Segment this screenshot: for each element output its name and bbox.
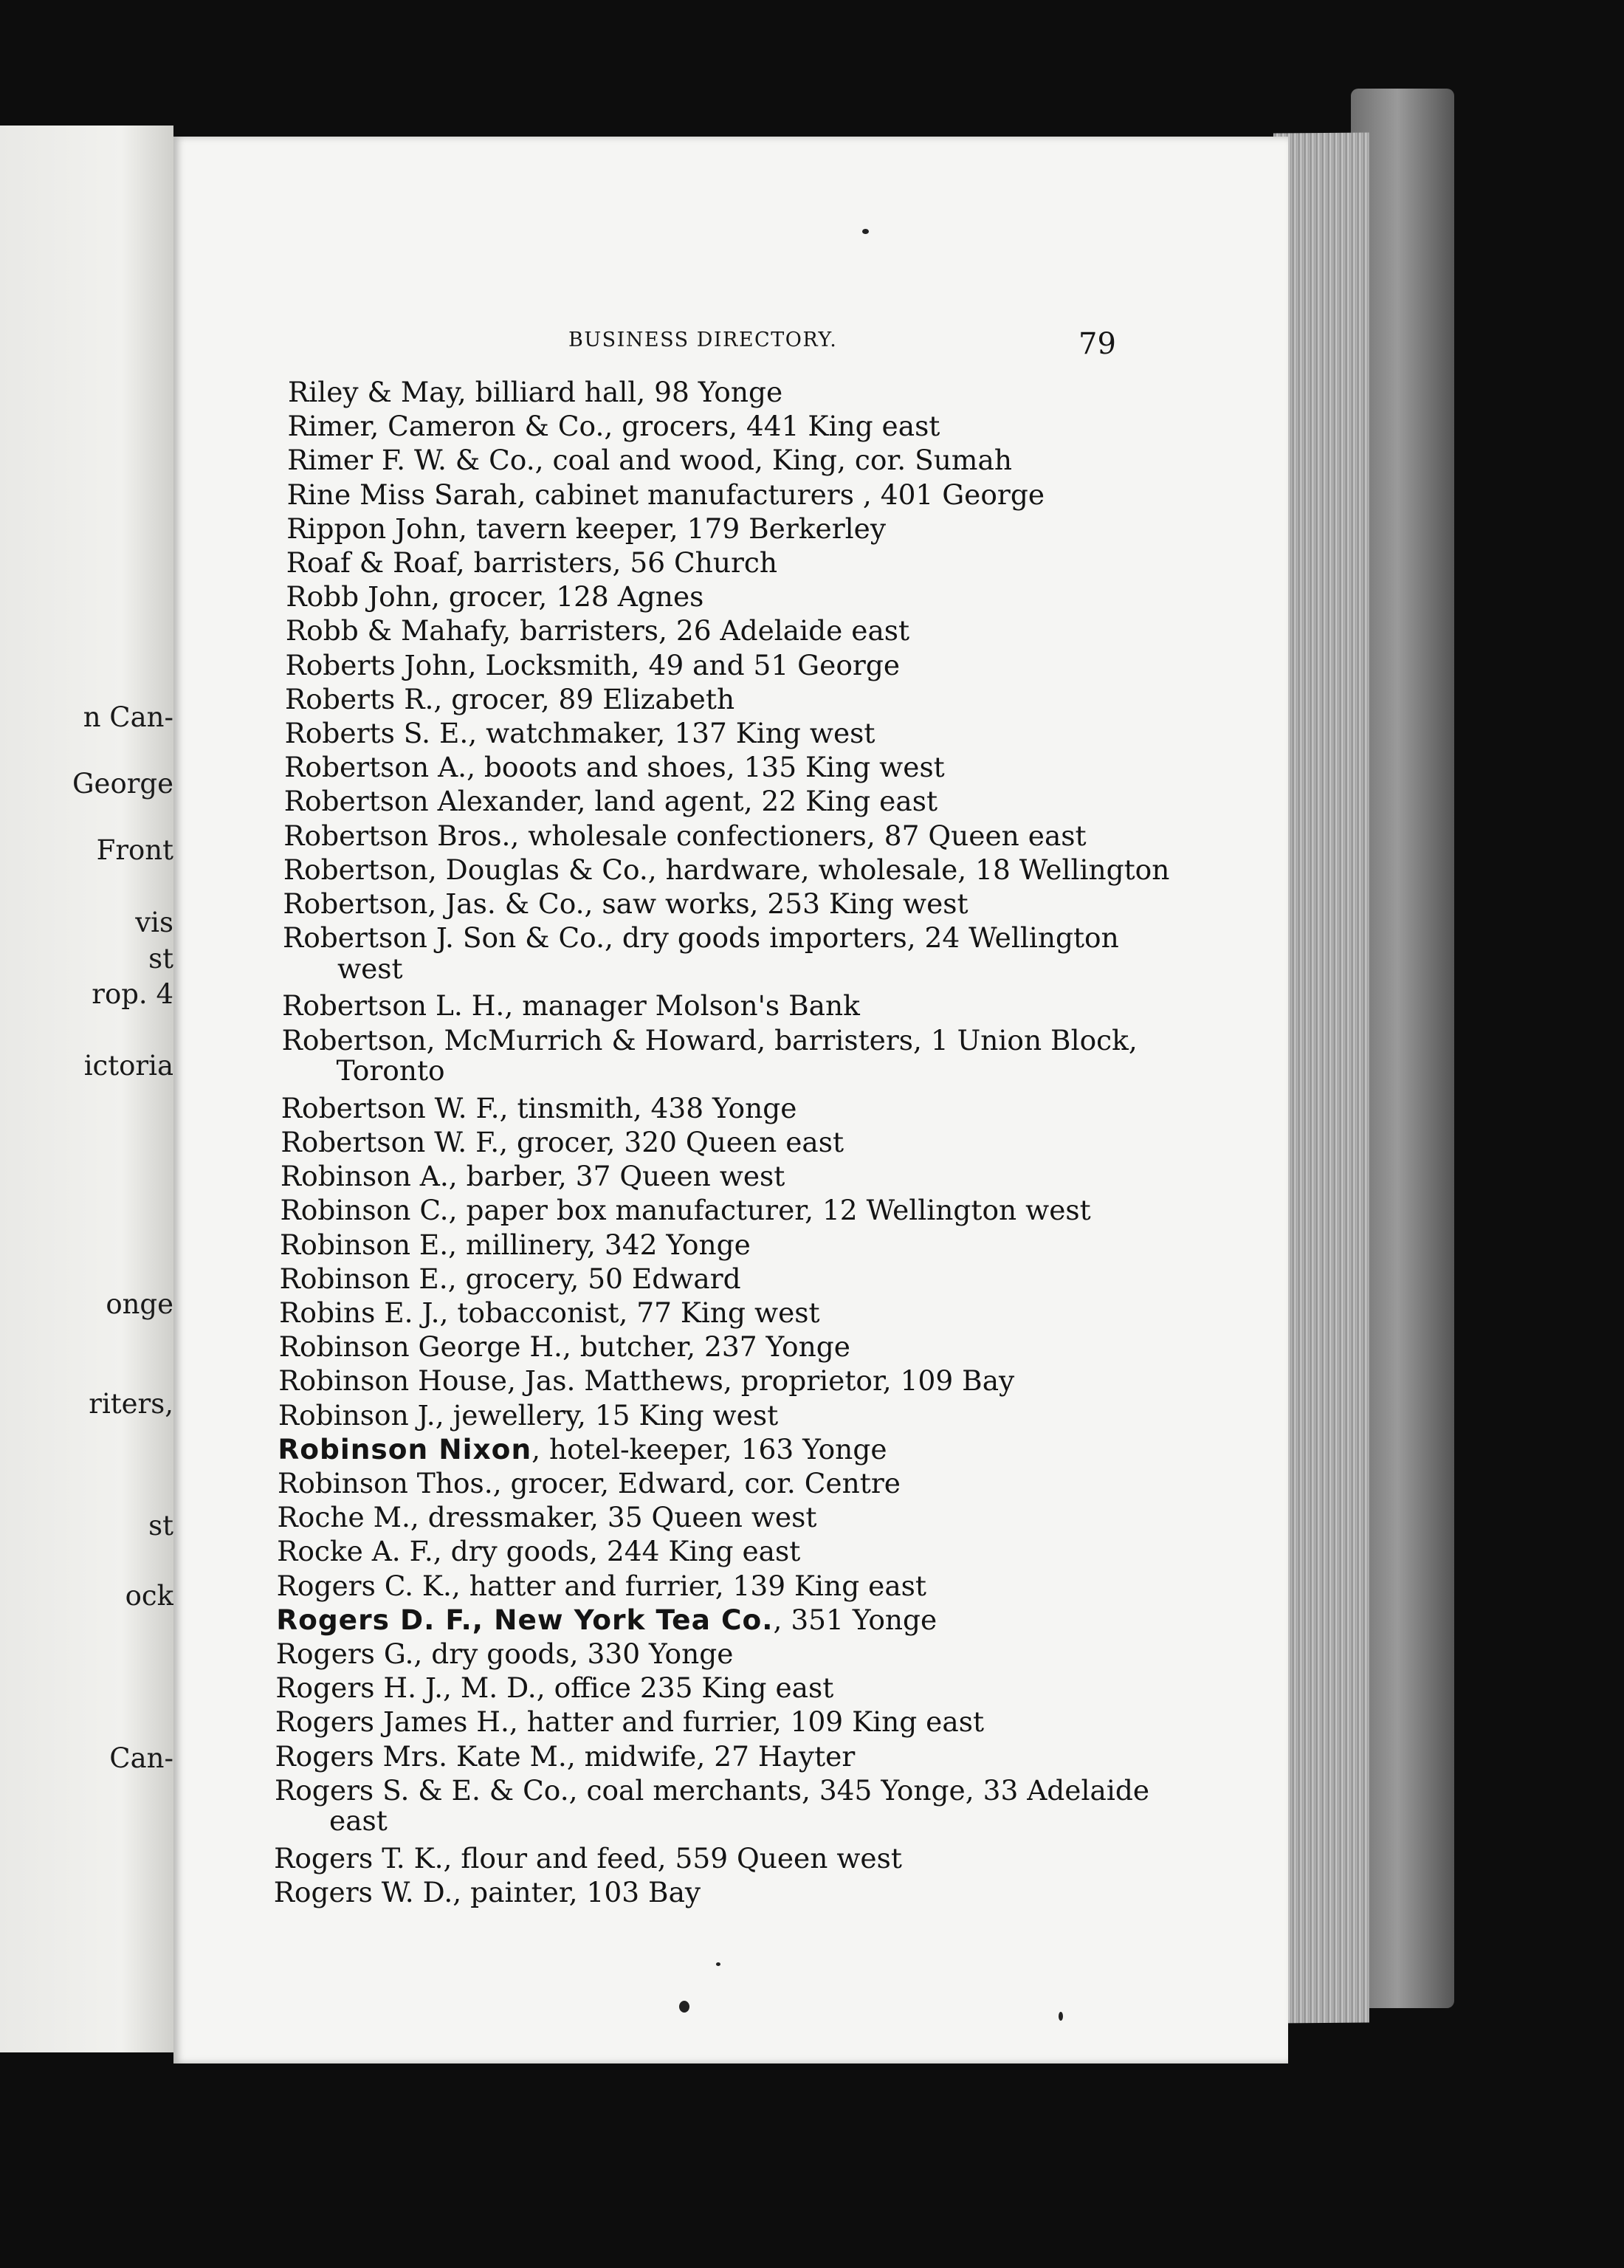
directory-entry <box>278 1364 1015 1398</box>
entry-continuation: Toronto <box>336 1054 445 1087</box>
directory-entry <box>285 648 901 681</box>
entry-text: Robertson, Jas. & Co., saw works, 253 King west <box>283 887 968 920</box>
directory-entry <box>283 785 938 818</box>
entry-continuation: west <box>337 952 403 985</box>
entry-text: Robinson J., jewellery, 15 King west <box>278 1398 779 1432</box>
entry-text: , hotel-keeper, 163 Yonge <box>531 1432 887 1465</box>
left-page-fragment: ictoria <box>83 1050 173 1082</box>
print-speck <box>1059 2012 1063 2021</box>
entry-advertised-name: Rogers D. F., New York Tea Co. <box>276 1603 774 1636</box>
directory-entry <box>279 1262 741 1295</box>
print-speck <box>679 2001 689 2013</box>
left-page-fragment: st <box>148 943 173 975</box>
left-page-fragment: riters, <box>89 1388 173 1420</box>
entry-text: Robinson House, Jas. Matthews, proprietor, 109 Bay <box>278 1364 1015 1398</box>
entry-text: Robertson J. Son & Co., dry goods importers, 24 Wellington <box>282 921 1119 955</box>
entry-text: Roche M., dressmaker, 35 Queen west <box>277 1501 817 1534</box>
entry-text: Robertson L. H., manager Molson's Bank <box>282 989 860 1023</box>
directory-entry <box>275 1773 1150 1838</box>
print-speck <box>716 1962 720 1966</box>
entry-continuation: east <box>329 1804 388 1838</box>
entry-text: Roberts R., grocer, 89 Elizabeth <box>285 682 735 715</box>
entry-text: Riley & May, billiard hall, 98 Yonge <box>288 376 783 408</box>
directory-entry <box>284 717 875 749</box>
entry-text: Rimer, Cameron & Co., grocers, 441 King east <box>287 410 940 443</box>
entry-text: Roaf & Roaf, barristers, 56 Church <box>286 546 778 579</box>
left-page-fragment: Can- <box>109 1742 173 1774</box>
directory-entry <box>277 1467 901 1499</box>
directory-entry <box>283 853 1170 886</box>
entry-text: Robb John, grocer, 128 Agnes <box>286 580 704 614</box>
directory-entry <box>285 682 735 715</box>
directory-entry <box>281 1126 844 1158</box>
directory-entry <box>282 989 860 1023</box>
entry-text: Rogers Mrs. Kate M., midwife, 27 Hayter <box>275 1739 856 1773</box>
directory-entry <box>285 614 910 647</box>
entry-text: Rogers T. K., flour and feed, 559 Queen west <box>274 1842 902 1874</box>
directory-entry <box>277 1535 801 1568</box>
entry-text: Robertson Alexander, land agent, 22 King east <box>283 785 938 818</box>
directory-entry <box>280 1194 1091 1227</box>
directory-entry <box>287 444 1012 477</box>
entry-text: Robb & Mahafy, barristers, 26 Adelaide east <box>285 614 910 647</box>
entry-text: Robins E. J., tobacconist, 77 King west <box>279 1296 820 1329</box>
directory-entry <box>275 1671 834 1705</box>
left-page-fragment: st <box>148 1510 173 1542</box>
print-speck <box>862 229 869 234</box>
entry-text: Robinson E., grocery, 50 Edward <box>279 1262 741 1295</box>
entry-text: Rogers W. D., painter, 103 Bay <box>273 1876 701 1909</box>
entry-text: Robertson W. F., tinsmith, 438 Yonge <box>281 1091 797 1124</box>
entry-text: Robinson A., barber, 37 Queen west <box>280 1160 785 1193</box>
entry-text: Rogers James H., hatter and furrier, 109 King east <box>275 1705 985 1739</box>
directory-entry <box>280 1160 785 1193</box>
directory-entry <box>283 819 1087 852</box>
entry-text: Robertson, McMurrich & Howard, barristers, 1 Union Block, <box>281 1023 1138 1056</box>
directory-entry <box>278 1330 850 1364</box>
directory-entry <box>274 1842 902 1874</box>
directory-entry <box>286 512 887 545</box>
directory-entry <box>275 1705 985 1739</box>
directory-entry <box>276 1603 937 1636</box>
left-page-fragment: onge <box>106 1288 173 1320</box>
directory-entry <box>276 1569 926 1602</box>
entry-text: Rimer F. W. & Co., coal and wood, King, cor. Sumah <box>287 444 1012 477</box>
directory-entry <box>277 1501 817 1534</box>
entry-text: Roberts S. E., watchmaker, 137 King west <box>284 717 875 749</box>
entry-text: Robertson W. F., grocer, 320 Queen east <box>281 1126 844 1158</box>
directory-entry <box>286 546 778 579</box>
entry-text: Robertson Bros., wholesale confectioners, 87 Queen east <box>283 819 1087 852</box>
directory-entry <box>278 1398 779 1432</box>
entry-text: Robinson C., paper box manufacturer, 12 Wellington west <box>280 1194 1091 1227</box>
directory-entry <box>286 580 704 614</box>
entry-text: Rogers C. K., hatter and furrier, 139 King east <box>276 1569 926 1602</box>
directory-entry <box>282 921 1119 985</box>
directory-entry <box>286 478 1045 511</box>
directory-entry <box>287 410 940 443</box>
entry-text: Roberts John, Locksmith, 49 and 51 George <box>285 648 901 681</box>
directory-entry <box>279 1296 820 1329</box>
directory-entry <box>288 376 783 408</box>
left-page-fragment: George <box>72 768 173 800</box>
directory-entry <box>281 1091 797 1124</box>
page-header: BUSINESS DIRECTORY. <box>568 329 838 351</box>
entry-text: Rine Miss Sarah, cabinet manufacturers , 401 George <box>286 478 1045 511</box>
left-page-fragment: n Can- <box>83 701 173 733</box>
directory-entry <box>276 1640 734 1669</box>
entry-text: Rippon John, tavern keeper, 179 Berkerley <box>286 512 887 545</box>
left-page-fragment: Front <box>96 834 173 866</box>
page-number: 79 <box>1078 327 1116 361</box>
left-page-fragment: vis <box>135 907 173 938</box>
entry-text: Robinson George H., butcher, 237 Yonge <box>278 1330 850 1364</box>
entry-text: Rogers S. & E. & Co., coal merchants, 345 Yonge, 33 Adelaide <box>275 1773 1150 1807</box>
entry-text: , 351 Yonge <box>773 1603 937 1636</box>
left-page-fragment: rop. 4 <box>92 978 173 1010</box>
entry-text: Robinson Thos., grocer, Edward, cor. Centre <box>277 1467 901 1499</box>
directory-entry <box>284 751 945 784</box>
entry-text: Rocke A. F., dry goods, 244 King east <box>277 1535 801 1568</box>
directory-entry <box>283 887 968 920</box>
directory-entry <box>273 1876 701 1909</box>
directory-entry <box>280 1228 751 1261</box>
directory-entry <box>281 1023 1138 1087</box>
entry-advertised-name: Robinson Nixon <box>278 1432 532 1465</box>
entry-text: Robertson A., booots and shoes, 135 King west <box>284 751 945 784</box>
directory-entry <box>275 1739 856 1773</box>
entry-text: Rogers H. J., M. D., office 235 King east <box>275 1671 834 1705</box>
left-page-fragment: ock <box>125 1580 173 1612</box>
entry-text: Robertson, Douglas & Co., hardware, wholesale, 18 Wellington <box>283 853 1170 886</box>
entry-text: Rogers G., dry goods, 330 Yonge <box>275 1638 734 1670</box>
entry-text: Robinson E., millinery, 342 Yonge <box>280 1228 751 1261</box>
directory-entry <box>278 1432 887 1465</box>
